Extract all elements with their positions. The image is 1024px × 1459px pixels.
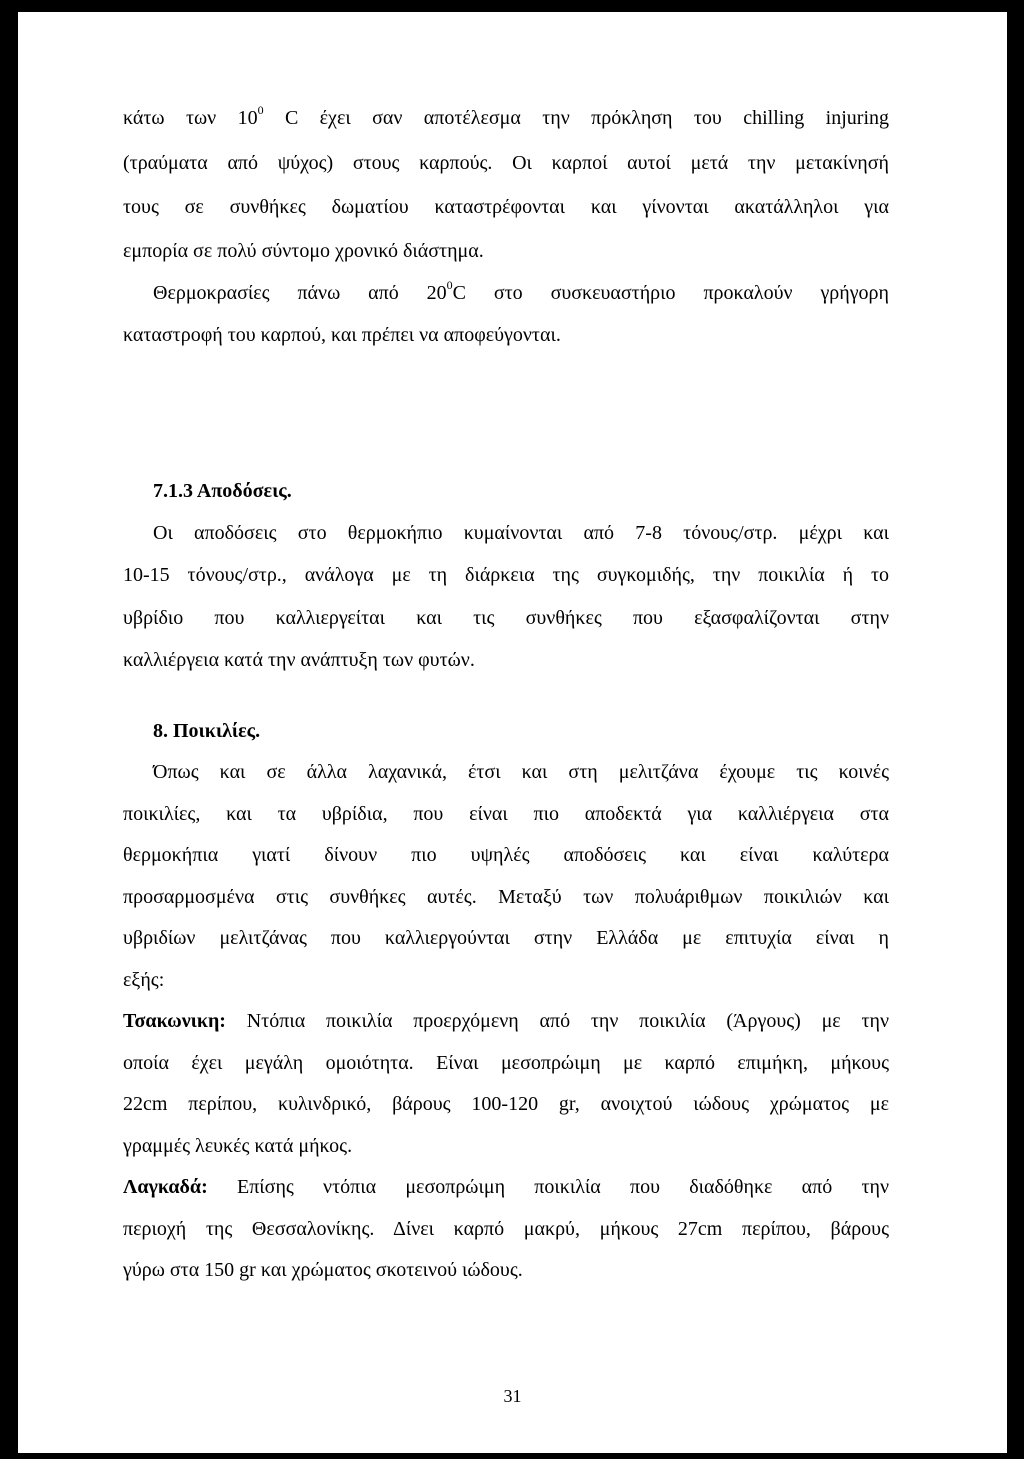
paragraph-line: κάτω των $10^0$ C έχει σαν αποτέλεσμα την πρόκληση του chilling injuring (123, 103, 890, 129)
paragraph-line: καταστροφή του καρπού, και πρέπει να αποφεύγονται. (123, 324, 561, 346)
paragraph-line: υβριδίων μελιτζάνας που καλλιεργούνται στην Ελλάδα με επιτυχία είναι η (123, 927, 889, 949)
paragraph-line: θερμοκήπια γιατί δίνουν πιο υψηλές αποδόσεις και είναι καλύτερα (123, 844, 889, 866)
paragraph-line: εμπορία σε πολύ σύντομο χρονικό διάστημα. (123, 240, 484, 262)
document-page (18, 12, 1007, 1453)
paragraph-line: γραμμές λευκές κατά μήκος. (123, 1135, 353, 1157)
paragraph-line: καλλιέργεια κατά την ανάπτυξη των φυτών. (123, 649, 475, 671)
paragraph-line: τους σε συνθήκες δωματίου καταστρέφονται και γίνονται ακατάλληλοι για (123, 196, 889, 218)
variety-tsakoniki: Τσακωνικη: Ντόπια ποικιλία προερχόμενη από την ποικιλία (Άργους) με την (123, 1010, 889, 1032)
paragraph-line: υβρίδιο που καλλιεργείται και τις συνθήκες που εξασφαλίζονται στην (123, 607, 889, 629)
section-heading-varieties: 8. Ποικιλίες. (153, 720, 261, 742)
paragraph-line: (τραύματα από ψύχος) στους καρπούς. Οι καρποί αυτοί μετά την μετακίνησή (123, 152, 889, 174)
page-number: 31 (503, 1386, 522, 1406)
variety-lagkada: Λαγκαδά: Επίσης ντόπια μεσοπρώιμη ποικιλία που διαδόθηκε από την (123, 1176, 889, 1198)
paragraph-line: 10-15 τόνους/στρ., ανάλογα με τη διάρκεια της συγκομιδής, την ποικιλία ή το (123, 564, 889, 586)
paragraph-line: Θερμοκρασίες πάνω από $20^0C$ στο συσκευαστήριο προκαλούν γρήγορη (153, 278, 889, 304)
paragraph-line: Οι αποδόσεις στο θερμοκήπιο κυμαίνονται από 7-8 τόνους/στρ. μέχρι και (153, 522, 889, 544)
paragraph-line: εξής: (123, 969, 165, 991)
paragraph-line: περιοχή της Θεσσαλονίκης. Δίνει καρπό μακρύ, μήκους 27cm περίπου, βάρους (123, 1218, 889, 1240)
paragraph-line: ποικιλίες, και τα υβρίδια, που είναι πιο αποδεκτά για καλλιέργεια στα (123, 803, 889, 825)
paragraph-line: προσαρμοσμένα στις συνθήκες αυτές. Μεταξύ των πολυάριθμων ποικιλιών και (123, 886, 889, 908)
paragraph-line: 22cm περίπου, κυλινδρικό, βάρους 100-120 gr, ανοιχτού ιώδους χρώματος με (123, 1093, 889, 1115)
section-heading-yields: 7.1.3 Αποδόσεις. (153, 480, 292, 502)
paragraph-line: οποία έχει μεγάλη ομοιότητα. Είναι μεσοπρώιμη με καρπό επιμήκη, μήκους (123, 1052, 889, 1074)
paragraph-line: γύρω στα 150 gr και χρώματος σκοτεινού ιώδους. (123, 1259, 523, 1281)
variety-term: Λαγκαδά: (123, 1176, 208, 1198)
variety-term: Τσακωνικη: (123, 1010, 226, 1032)
paragraph-line: Όπως και σε άλλα λαχανικά, έτσι και στη μελιτζάνα έχουμε τις κοινές (153, 761, 889, 783)
